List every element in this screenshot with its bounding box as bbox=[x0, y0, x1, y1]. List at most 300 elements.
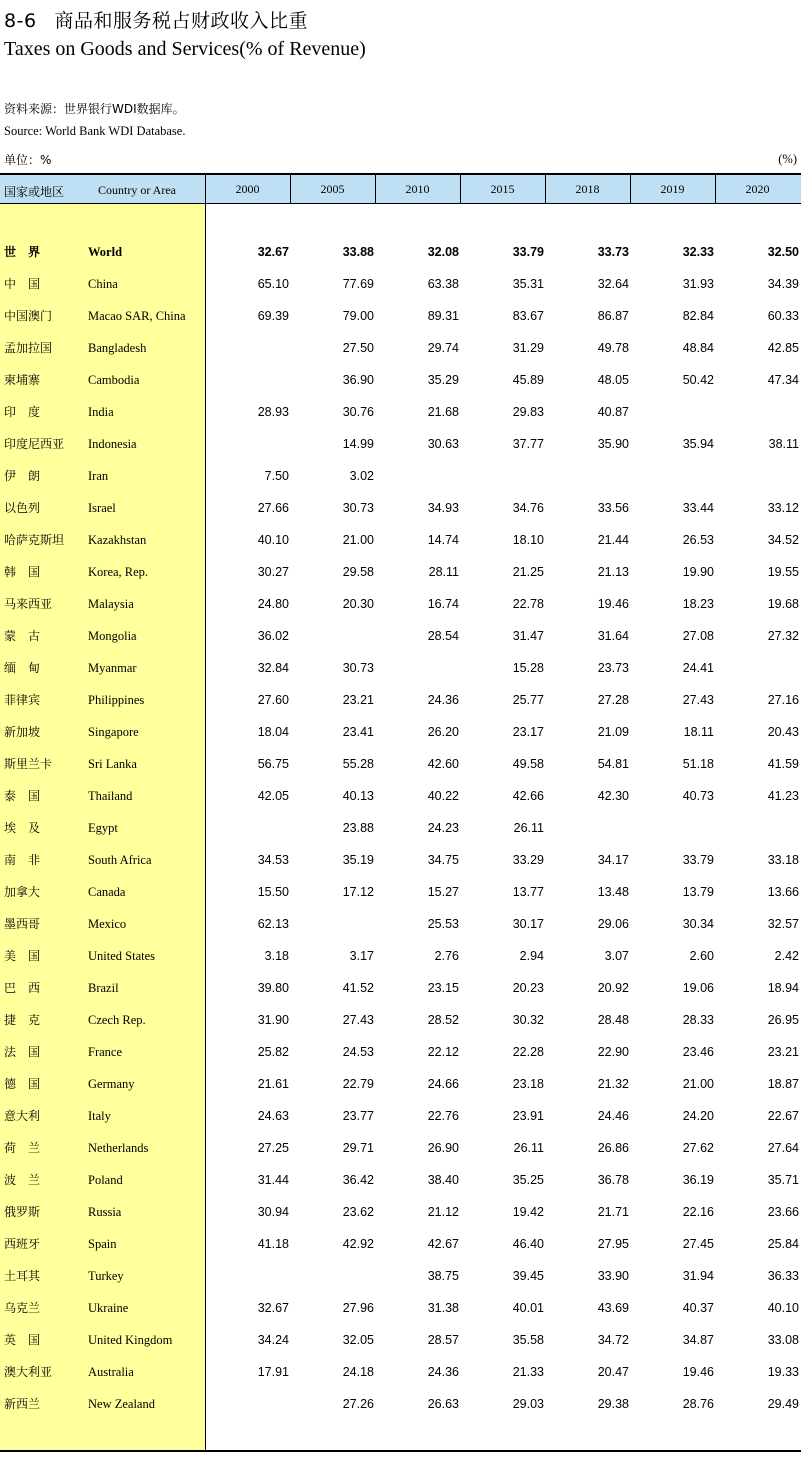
cell-value-2020: 60.33 bbox=[767, 309, 799, 323]
cell-value-2019: 33.44 bbox=[682, 501, 714, 515]
cell-value-2005: 27.96 bbox=[342, 1301, 374, 1315]
table-row bbox=[0, 1260, 801, 1292]
cell-value-2020: 34.39 bbox=[767, 277, 799, 291]
header-country-cn: 国家或地区 bbox=[4, 185, 65, 199]
cell-value-2010: 24.36 bbox=[427, 693, 459, 707]
cell-value-2018: 21.13 bbox=[597, 565, 629, 579]
cell-value-2020: 38.11 bbox=[768, 437, 799, 451]
row-country-en: Italy bbox=[88, 1109, 111, 1123]
row-country-cn: 新加坡 bbox=[4, 725, 41, 739]
cell-value-2018: 23.73 bbox=[597, 661, 629, 675]
row-country-en: Malaysia bbox=[88, 597, 134, 611]
cell-value-2000: 34.53 bbox=[257, 853, 289, 867]
cell-value-2000 bbox=[209, 332, 289, 364]
row-country-en: Ukraine bbox=[88, 1301, 129, 1315]
row-country-cn: 乌克兰 bbox=[4, 1301, 41, 1315]
row-country-cn: 柬埔寨 bbox=[4, 373, 41, 387]
cell-value-2000: 56.75 bbox=[257, 757, 289, 771]
row-country-en: Israel bbox=[88, 501, 116, 515]
row-country-en: Poland bbox=[88, 1173, 123, 1187]
cell-value-2000: 69.39 bbox=[257, 309, 289, 323]
cell-value-2018: 28.48 bbox=[597, 1013, 629, 1027]
table-row bbox=[0, 588, 801, 620]
row-country-en: Myanmar bbox=[88, 661, 137, 675]
cell-value-2005 bbox=[294, 620, 374, 652]
source-note-cn: 资料来源：世界银行WDI数据库。 bbox=[4, 102, 185, 116]
row-country-cn: 韩 国 bbox=[4, 565, 41, 579]
cell-value-2019: 19.06 bbox=[682, 981, 714, 995]
cell-value-2018: 49.78 bbox=[597, 341, 629, 355]
header-year-1: 2005 bbox=[320, 182, 345, 196]
cell-value-2018: 19.46 bbox=[597, 597, 629, 611]
row-country-en: Turkey bbox=[88, 1269, 124, 1283]
row-country-en: Sri Lanka bbox=[88, 757, 137, 771]
row-country-cn: 俄罗斯 bbox=[4, 1205, 41, 1219]
cell-value-2018: 33.56 bbox=[597, 501, 629, 515]
cell-value-2010: 31.38 bbox=[427, 1301, 459, 1315]
cell-value-2020: 13.66 bbox=[767, 885, 799, 899]
cell-value-2018: 42.30 bbox=[597, 789, 629, 803]
cell-value-2010 bbox=[379, 460, 459, 492]
cell-value-2005: 23.62 bbox=[342, 1205, 374, 1219]
cell-value-2018: 54.81 bbox=[597, 757, 629, 771]
cell-value-2018: 3.07 bbox=[604, 949, 629, 963]
row-country-en: Korea, Rep. bbox=[88, 565, 149, 579]
cell-value-2020: 33.18 bbox=[767, 853, 799, 867]
row-country-en: France bbox=[88, 1045, 123, 1059]
cell-value-2020: 19.68 bbox=[767, 597, 799, 611]
cell-value-2005: 30.76 bbox=[342, 405, 374, 419]
row-country-cn: 埃 及 bbox=[4, 821, 41, 835]
cell-value-2020: 27.16 bbox=[767, 693, 799, 707]
row-country-en: Thailand bbox=[88, 789, 133, 803]
cell-value-2010: 14.74 bbox=[427, 533, 459, 547]
cell-value-2019: 40.73 bbox=[682, 789, 714, 803]
cell-value-2010: 25.53 bbox=[427, 917, 459, 931]
unit-label-right: (%) bbox=[778, 152, 797, 166]
cell-value-2019: 36.19 bbox=[682, 1173, 714, 1187]
cell-value-2019: 27.08 bbox=[682, 629, 714, 643]
cell-value-2019: 28.33 bbox=[682, 1013, 714, 1027]
cell-value-2010: 26.63 bbox=[427, 1397, 459, 1411]
row-country-cn: 巴 西 bbox=[4, 981, 41, 995]
cell-value-2000 bbox=[209, 812, 289, 844]
cell-value-2015: 22.78 bbox=[512, 597, 544, 611]
cell-value-2018: 48.05 bbox=[597, 373, 629, 387]
cell-value-2010 bbox=[379, 652, 459, 684]
cell-value-2018: 43.69 bbox=[597, 1301, 629, 1315]
row-country-cn: 意大利 bbox=[4, 1109, 41, 1123]
cell-value-2018: 33.73 bbox=[597, 245, 629, 259]
cell-value-2020: 36.33 bbox=[767, 1269, 799, 1283]
cell-value-2010: 26.90 bbox=[427, 1141, 459, 1155]
cell-value-2000: 18.04 bbox=[257, 725, 289, 739]
table-row bbox=[0, 812, 801, 844]
cell-value-2020: 41.23 bbox=[767, 789, 799, 803]
cell-value-2000: 7.50 bbox=[264, 469, 289, 483]
row-country-cn: 西班牙 bbox=[4, 1237, 41, 1251]
cell-value-2015: 26.11 bbox=[513, 821, 544, 835]
row-country-en: Iran bbox=[88, 469, 109, 483]
cell-value-2015: 31.29 bbox=[512, 341, 544, 355]
cell-value-2000: 25.82 bbox=[257, 1045, 289, 1059]
cell-value-2019: 2.60 bbox=[689, 949, 714, 963]
cell-value-2020 bbox=[719, 812, 799, 844]
cell-value-2019: 13.79 bbox=[682, 885, 714, 899]
cell-value-2015: 19.42 bbox=[512, 1205, 544, 1219]
row-country-en: World bbox=[88, 245, 123, 259]
row-country-en: Macao SAR, China bbox=[88, 309, 186, 323]
table-row bbox=[0, 684, 801, 716]
table-row bbox=[0, 556, 801, 588]
cell-value-2005: 27.43 bbox=[342, 1013, 374, 1027]
table-row bbox=[0, 1324, 801, 1356]
cell-value-2005: 14.99 bbox=[342, 437, 374, 451]
cell-value-2018: 21.32 bbox=[597, 1077, 629, 1091]
cell-value-2019: 33.79 bbox=[682, 853, 714, 867]
cell-value-2010: 38.40 bbox=[427, 1173, 459, 1187]
cell-value-2005: 27.50 bbox=[342, 341, 374, 355]
cell-value-2005: 36.42 bbox=[342, 1173, 374, 1187]
row-country-cn: 新西兰 bbox=[4, 1397, 41, 1411]
table-row bbox=[0, 268, 801, 300]
cell-value-2000: 36.02 bbox=[257, 629, 289, 643]
row-country-cn: 荷 兰 bbox=[4, 1141, 41, 1155]
row-country-cn: 中国澳门 bbox=[4, 309, 53, 323]
cell-value-2020: 27.32 bbox=[767, 629, 799, 643]
row-country-cn: 捷 克 bbox=[4, 1013, 41, 1027]
row-country-en: Brazil bbox=[88, 981, 119, 995]
table-row bbox=[0, 1068, 801, 1100]
cell-value-2015: 35.25 bbox=[512, 1173, 544, 1187]
cell-value-2018: 31.64 bbox=[597, 629, 629, 643]
page-title-en: Taxes on Goods and Services(% of Revenue) bbox=[4, 38, 366, 60]
data-table bbox=[0, 173, 801, 1452]
cell-value-2005: 30.73 bbox=[342, 661, 374, 675]
cell-value-2018: 40.87 bbox=[597, 405, 629, 419]
cell-value-2010: 34.93 bbox=[427, 501, 459, 515]
table-header bbox=[0, 175, 801, 204]
row-country-cn: 世 界 bbox=[4, 245, 41, 259]
cell-value-2000: 42.05 bbox=[257, 789, 289, 803]
cell-value-2020: 42.85 bbox=[767, 341, 799, 355]
cell-value-2010: 24.36 bbox=[427, 1365, 459, 1379]
row-country-cn: 南 非 bbox=[4, 853, 41, 867]
row-country-en: Spain bbox=[88, 1237, 117, 1251]
table-row bbox=[0, 1388, 801, 1420]
row-country-cn: 美 国 bbox=[4, 949, 41, 963]
row-country-en: Philippines bbox=[88, 693, 145, 707]
cell-value-2015: 83.67 bbox=[512, 309, 544, 323]
page-title-cn bbox=[4, 6, 308, 33]
cell-value-2019: 19.46 bbox=[682, 1365, 714, 1379]
row-country-cn: 马来西亚 bbox=[4, 597, 53, 611]
row-country-cn: 哈萨克斯坦 bbox=[4, 533, 65, 547]
row-country-cn: 澳大利亚 bbox=[4, 1365, 53, 1379]
cell-value-2005: 36.90 bbox=[342, 373, 374, 387]
table-row bbox=[0, 524, 801, 556]
cell-value-2010: 42.60 bbox=[427, 757, 459, 771]
cell-value-2018: 21.44 bbox=[597, 533, 629, 547]
table-row bbox=[0, 908, 801, 940]
cell-value-2019: 31.94 bbox=[682, 1269, 714, 1283]
cell-value-2000: 28.93 bbox=[257, 405, 289, 419]
table-row bbox=[0, 1100, 801, 1132]
row-country-en: Germany bbox=[88, 1077, 135, 1091]
cell-value-2018: 13.48 bbox=[597, 885, 629, 899]
table-row bbox=[0, 1004, 801, 1036]
cell-value-2018: 35.90 bbox=[597, 437, 629, 451]
cell-value-2015: 22.28 bbox=[512, 1045, 544, 1059]
row-country-en: Netherlands bbox=[88, 1141, 149, 1155]
cell-value-2010: 16.74 bbox=[427, 597, 459, 611]
row-country-cn: 缅 甸 bbox=[4, 661, 41, 675]
cell-value-2018: 22.90 bbox=[597, 1045, 629, 1059]
cell-value-2020: 19.33 bbox=[767, 1365, 799, 1379]
cell-value-2020: 41.59 bbox=[767, 757, 799, 771]
table-row bbox=[0, 1036, 801, 1068]
cell-value-2000: 40.10 bbox=[257, 533, 289, 547]
cell-value-2015: 33.79 bbox=[512, 245, 544, 259]
cell-value-2019: 27.43 bbox=[682, 693, 714, 707]
cell-value-2020: 18.94 bbox=[767, 981, 799, 995]
cell-value-2005: 27.26 bbox=[342, 1397, 374, 1411]
cell-value-2020: 18.87 bbox=[767, 1077, 799, 1091]
cell-value-2020: 2.42 bbox=[774, 949, 799, 963]
cell-value-2020: 34.52 bbox=[767, 533, 799, 547]
cell-value-2000: 34.24 bbox=[257, 1333, 289, 1347]
cell-value-2005: 20.30 bbox=[342, 597, 374, 611]
row-country-cn: 以色列 bbox=[4, 501, 41, 515]
cell-value-2018: 21.09 bbox=[597, 725, 629, 739]
table-row bbox=[0, 716, 801, 748]
cell-value-2010: 29.74 bbox=[427, 341, 459, 355]
cell-value-2000: 32.67 bbox=[257, 1301, 289, 1315]
cell-value-2019: 32.33 bbox=[682, 245, 714, 259]
cell-value-2005: 41.52 bbox=[342, 981, 374, 995]
cell-value-2000: 30.94 bbox=[257, 1205, 289, 1219]
cell-value-2020: 26.95 bbox=[767, 1013, 799, 1027]
cell-value-2005: 24.18 bbox=[342, 1365, 374, 1379]
cell-value-2020: 23.66 bbox=[767, 1205, 799, 1219]
cell-value-2010: 24.23 bbox=[427, 821, 459, 835]
cell-value-2019: 34.87 bbox=[682, 1333, 714, 1347]
cell-value-2020: 25.84 bbox=[767, 1237, 799, 1251]
cell-value-2010: 22.12 bbox=[427, 1045, 459, 1059]
cell-value-2015: 23.18 bbox=[512, 1077, 544, 1091]
cell-value-2010: 28.57 bbox=[427, 1333, 459, 1347]
header-year-4: 2018 bbox=[575, 182, 600, 196]
cell-value-2000: 62.13 bbox=[257, 917, 289, 931]
unit-label-cn: 单位：% bbox=[4, 153, 52, 167]
row-country-en: Mexico bbox=[88, 917, 127, 931]
cell-value-2015: 34.76 bbox=[512, 501, 544, 515]
row-country-cn: 墨西哥 bbox=[4, 917, 41, 931]
row-country-cn: 中 国 bbox=[4, 277, 41, 291]
cell-value-2018: 86.87 bbox=[597, 309, 629, 323]
header-year-5: 2019 bbox=[660, 182, 685, 196]
table-row bbox=[0, 428, 801, 460]
cell-value-2005: 23.77 bbox=[342, 1109, 374, 1123]
cell-value-2015: 21.33 bbox=[512, 1365, 544, 1379]
cell-value-2010: 89.31 bbox=[427, 309, 459, 323]
table-row bbox=[0, 1228, 801, 1260]
cell-value-2005: 42.92 bbox=[342, 1237, 374, 1251]
cell-value-2000: 24.80 bbox=[257, 597, 289, 611]
cell-value-2010: 34.75 bbox=[427, 853, 459, 867]
cell-value-2000 bbox=[209, 1260, 289, 1292]
row-country-cn: 波 兰 bbox=[4, 1173, 41, 1187]
header-year-2: 2010 bbox=[405, 182, 430, 196]
cell-value-2005 bbox=[294, 908, 374, 940]
cell-value-2005: 40.13 bbox=[342, 789, 374, 803]
cell-value-2005: 17.12 bbox=[342, 885, 374, 899]
cell-value-2015: 25.77 bbox=[512, 693, 544, 707]
cell-value-2019 bbox=[634, 812, 714, 844]
cell-value-2018: 21.71 bbox=[597, 1205, 629, 1219]
cell-value-2010: 2.76 bbox=[434, 949, 459, 963]
row-country-en: United Kingdom bbox=[88, 1333, 173, 1347]
table-row bbox=[0, 972, 801, 1004]
table-row bbox=[0, 1356, 801, 1388]
cell-value-2015: 35.31 bbox=[512, 277, 544, 291]
row-country-en: Indonesia bbox=[88, 437, 137, 451]
header-year-6: 2020 bbox=[745, 182, 770, 196]
table-row bbox=[0, 396, 801, 428]
cell-value-2010: 26.20 bbox=[427, 725, 459, 739]
cell-value-2010: 28.54 bbox=[427, 629, 459, 643]
cell-value-2010: 21.12 bbox=[427, 1205, 459, 1219]
row-country-en: China bbox=[88, 277, 118, 291]
row-country-cn: 加拿大 bbox=[4, 885, 41, 899]
cell-value-2005: 24.53 bbox=[342, 1045, 374, 1059]
cell-value-2019: 27.62 bbox=[682, 1141, 714, 1155]
cell-value-2019: 30.34 bbox=[682, 917, 714, 931]
cell-value-2000: 31.90 bbox=[257, 1013, 289, 1027]
cell-value-2020: 29.49 bbox=[767, 1397, 799, 1411]
cell-value-2019: 22.16 bbox=[682, 1205, 714, 1219]
table-row bbox=[0, 940, 801, 972]
row-country-en: Mongolia bbox=[88, 629, 137, 643]
cell-value-2019: 48.84 bbox=[682, 341, 714, 355]
cell-value-2000: 39.80 bbox=[257, 981, 289, 995]
cell-value-2010: 22.76 bbox=[427, 1109, 459, 1123]
cell-value-2019 bbox=[634, 396, 714, 428]
row-country-cn: 泰 国 bbox=[4, 789, 41, 803]
table-row bbox=[0, 780, 801, 812]
cell-value-2020 bbox=[719, 460, 799, 492]
cell-value-2015: 23.91 bbox=[512, 1109, 544, 1123]
cell-value-2015: 26.11 bbox=[513, 1141, 544, 1155]
cell-value-2005: 23.88 bbox=[342, 821, 374, 835]
cell-value-2015: 30.32 bbox=[512, 1013, 544, 1027]
cell-value-2019: 23.46 bbox=[682, 1045, 714, 1059]
cell-value-2000: 32.67 bbox=[257, 245, 289, 259]
cell-value-2000: 3.18 bbox=[264, 949, 289, 963]
cell-value-2010: 30.63 bbox=[427, 437, 459, 451]
header-country-en: Country or Area bbox=[98, 183, 176, 197]
cell-value-2019: 27.45 bbox=[682, 1237, 714, 1251]
table-row bbox=[0, 1132, 801, 1164]
row-country-en: Bangladesh bbox=[88, 341, 147, 355]
cell-value-2020: 32.50 bbox=[767, 245, 799, 259]
row-country-cn: 法 国 bbox=[4, 1045, 41, 1059]
cell-value-2010: 42.67 bbox=[427, 1237, 459, 1251]
cell-value-2005: 29.71 bbox=[342, 1141, 374, 1155]
cell-value-2010: 15.27 bbox=[427, 885, 459, 899]
cell-value-2015: 21.25 bbox=[512, 565, 544, 579]
header-year-0: 2000 bbox=[235, 182, 260, 196]
cell-value-2005: 29.58 bbox=[342, 565, 374, 579]
cell-value-2010: 28.11 bbox=[428, 565, 459, 579]
cell-value-2019: 28.76 bbox=[682, 1397, 714, 1411]
cell-value-2018: 34.72 bbox=[597, 1333, 629, 1347]
row-country-cn: 伊 朗 bbox=[4, 469, 41, 483]
cell-value-2020 bbox=[719, 396, 799, 428]
cell-value-2000: 27.25 bbox=[257, 1141, 289, 1155]
cell-value-2019: 40.37 bbox=[682, 1301, 714, 1315]
table-row bbox=[0, 620, 801, 652]
cell-value-2018: 33.90 bbox=[597, 1269, 629, 1283]
cell-value-2019: 18.23 bbox=[682, 597, 714, 611]
cell-value-2015: 20.23 bbox=[512, 981, 544, 995]
cell-value-2019: 35.94 bbox=[682, 437, 714, 451]
cell-value-2019: 51.18 bbox=[682, 757, 714, 771]
cell-value-2018: 34.17 bbox=[597, 853, 629, 867]
row-country-en: United States bbox=[88, 949, 156, 963]
cell-value-2010: 35.29 bbox=[427, 373, 459, 387]
cell-value-2005: 21.00 bbox=[342, 533, 374, 547]
cell-value-2000: 30.27 bbox=[257, 565, 289, 579]
table-row bbox=[0, 236, 801, 268]
cell-value-2015: 29.03 bbox=[512, 1397, 544, 1411]
table-row bbox=[0, 460, 801, 492]
cell-value-2005: 35.19 bbox=[342, 853, 374, 867]
cell-value-2015: 49.58 bbox=[512, 757, 544, 771]
cell-value-2015: 18.10 bbox=[512, 533, 544, 547]
cell-value-2010: 23.15 bbox=[427, 981, 459, 995]
cell-value-2020: 20.43 bbox=[767, 725, 799, 739]
table-row bbox=[0, 364, 801, 396]
cell-value-2018: 27.95 bbox=[597, 1237, 629, 1251]
cell-value-2015: 31.47 bbox=[512, 629, 544, 643]
cell-value-2000: 27.60 bbox=[257, 693, 289, 707]
cell-value-2019: 24.41 bbox=[682, 661, 714, 675]
cell-value-2019: 82.84 bbox=[682, 309, 714, 323]
cell-value-2000: 17.91 bbox=[257, 1365, 289, 1379]
table-row bbox=[0, 652, 801, 684]
row-country-cn: 斯里兰卡 bbox=[4, 757, 53, 771]
cell-value-2005: 23.21 bbox=[342, 693, 374, 707]
cell-value-2015: 2.94 bbox=[519, 949, 544, 963]
cell-value-2005: 3.02 bbox=[349, 469, 374, 483]
cell-value-2005: 22.79 bbox=[342, 1077, 374, 1091]
row-country-cn: 蒙 古 bbox=[4, 629, 41, 643]
row-country-cn: 土耳其 bbox=[4, 1269, 41, 1283]
cell-value-2010: 32.08 bbox=[427, 245, 459, 259]
cell-value-2005: 77.69 bbox=[342, 277, 374, 291]
table-row bbox=[0, 844, 801, 876]
cell-value-2005: 3.17 bbox=[349, 949, 374, 963]
row-country-en: Canada bbox=[88, 885, 126, 899]
cell-value-2018: 20.47 bbox=[597, 1365, 629, 1379]
cell-value-2015: 30.17 bbox=[512, 917, 544, 931]
cell-value-2015: 42.66 bbox=[512, 789, 544, 803]
cell-value-2018: 29.06 bbox=[597, 917, 629, 931]
cell-value-2018: 32.64 bbox=[597, 277, 629, 291]
table-row bbox=[0, 876, 801, 908]
row-country-en: Singapore bbox=[88, 725, 139, 739]
